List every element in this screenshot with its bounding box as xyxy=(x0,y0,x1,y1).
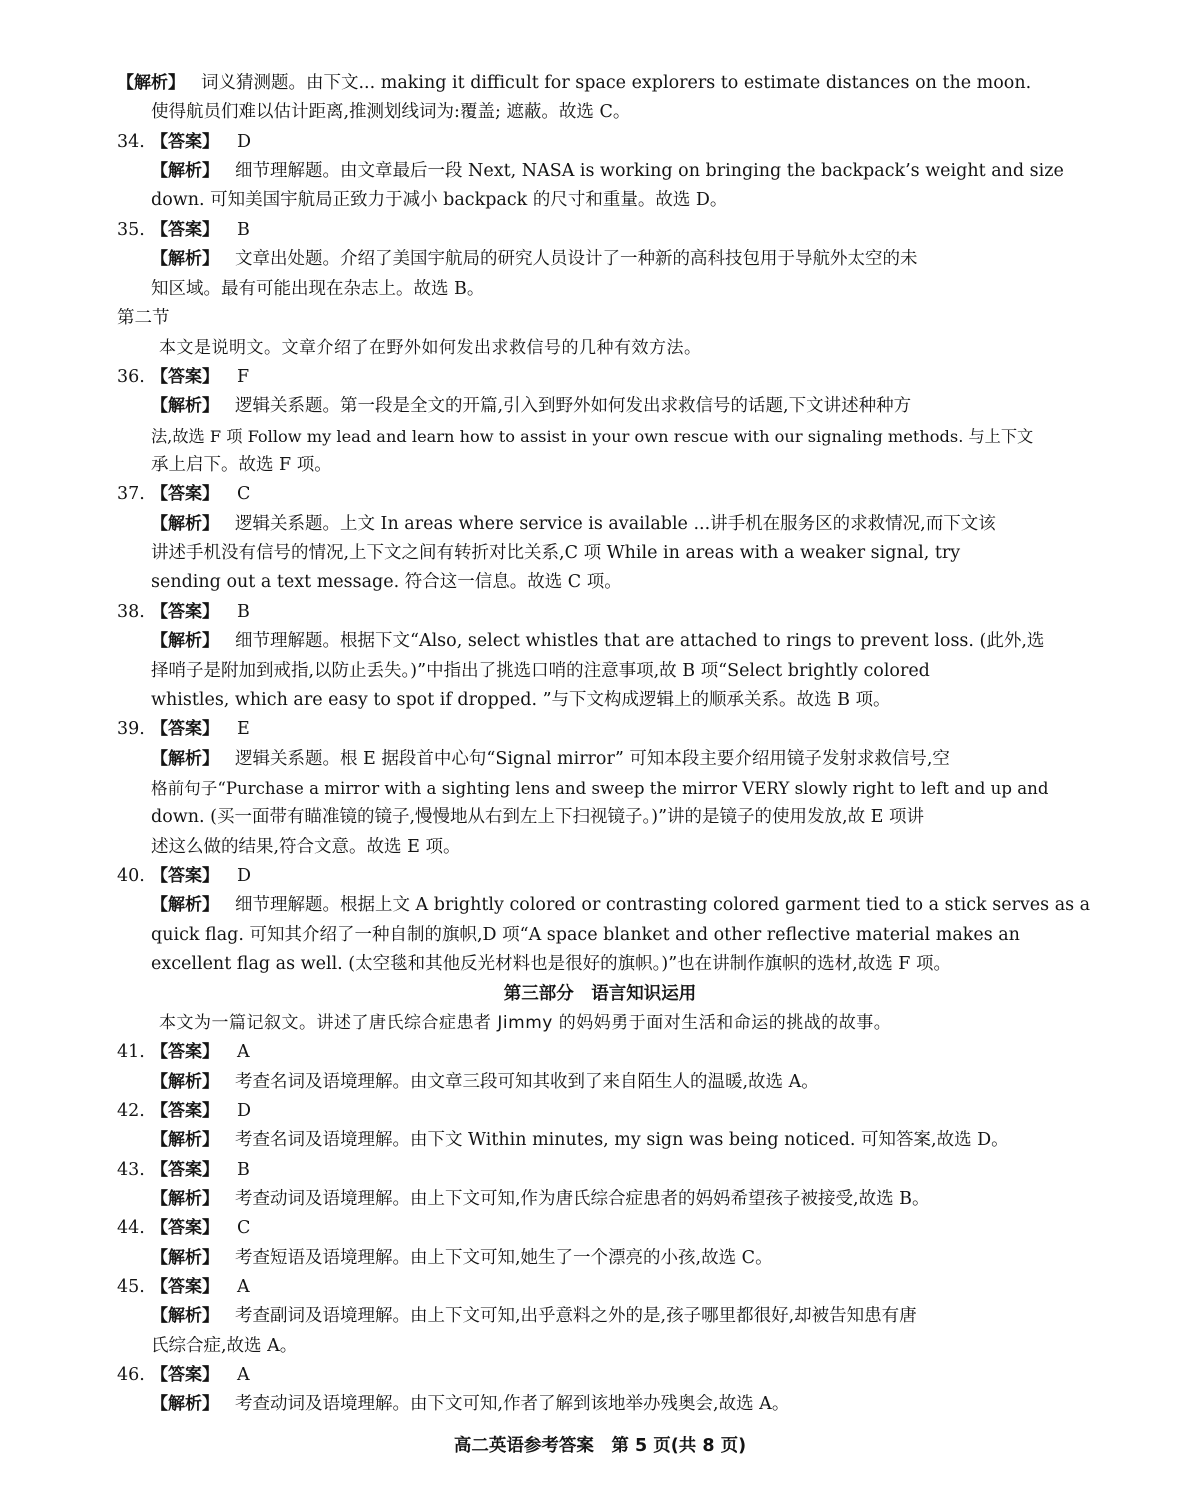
analysis-line xyxy=(117,69,1031,98)
analysis-line xyxy=(151,891,1090,920)
analysis-text: 法,故选 F 项 Follow my lead and learn how to assist in your own rescue with our signaling methods. 与上下文 xyxy=(151,427,1034,446)
question-number: 40. xyxy=(117,866,145,886)
answer-value: C xyxy=(237,1218,251,1238)
analysis-text: 知区域。最有可能出现在杂志上。故选 B。 xyxy=(151,279,485,299)
page-footer: 高二英语参考答案 第 5 页(共 8 页) xyxy=(453,1436,747,1456)
answer-label: 【答案】 xyxy=(151,132,219,152)
analysis-line xyxy=(151,1068,819,1097)
answer-line-38 xyxy=(117,598,250,627)
answer-label: 【答案】 xyxy=(151,1101,219,1121)
analysis-text: 格前句子“Purchase a mirror with a sighting lens and sweep the mirror VERY slowly right to left and up and xyxy=(151,779,1049,798)
analysis-line xyxy=(151,1390,789,1419)
analysis-line xyxy=(151,392,911,421)
answer-line-34 xyxy=(117,128,251,157)
section-heading: 第二节 xyxy=(117,308,170,328)
analysis-text: 考查短语及语境理解。由上下文可知,她生了一个漂亮的小孩,故选 C。 xyxy=(235,1248,773,1268)
answer-line-36 xyxy=(117,363,249,392)
analysis-text: 使得航员们难以估计距离,推测划线词为:覆盖; 遮蔽。故选 C。 xyxy=(151,102,631,122)
analysis-line xyxy=(151,686,891,715)
analysis-line xyxy=(151,774,1048,803)
analysis-label: 【解析】 xyxy=(151,1394,219,1414)
answer-label: 【答案】 xyxy=(151,1218,219,1238)
answer-value: D xyxy=(237,1101,252,1121)
answer-line-39 xyxy=(117,715,250,744)
analysis-text: 考查副词及语境理解。由上下文可知,出乎意料之外的是,孩子哪里都很好,却被告知患有唐 xyxy=(235,1306,917,1326)
analysis-line xyxy=(151,186,727,215)
answer-label: 【答案】 xyxy=(151,1365,219,1385)
analysis-label: 【解析】 xyxy=(151,631,219,651)
answer-label: 【答案】 xyxy=(151,866,219,886)
analysis-line xyxy=(151,1302,917,1331)
answer-value: D xyxy=(237,132,252,152)
analysis-text: 逻辑关系题。第一段是全文的开篇,引入到野外如何发出求救信号的话题,下文讲述种种方 xyxy=(235,396,912,416)
question-number: 36. xyxy=(117,367,145,387)
analysis-line xyxy=(151,275,484,304)
analysis-label: 【解析】 xyxy=(151,1072,219,1092)
analysis-text: 考查动词及语境理解。由下文可知,作者了解到该地举办残奥会,故选 A。 xyxy=(235,1394,790,1414)
analysis-text: excellent flag as well. (太空毯和其他反光材料也是很好的旗帜。)”也在讲制作旗帜的选材,故选 F 项。 xyxy=(151,954,951,974)
section-title: 第三部分 语言知识运用 xyxy=(503,984,697,1004)
analysis-line xyxy=(151,745,950,774)
analysis-line xyxy=(151,921,1020,950)
analysis-line xyxy=(151,422,1033,451)
analysis-label: 【解析】 xyxy=(151,1248,219,1268)
analysis-text: 择哨子是附加到戒指,以防止丢失。)”中指出了挑选口哨的注意事项,故 B 项“Select brightly colored xyxy=(151,661,930,681)
analysis-line xyxy=(151,657,930,686)
answer-value: E xyxy=(237,719,250,739)
analysis-text: sending out a text message. 符合这一信息。故选 C 项。 xyxy=(151,572,622,592)
answer-label: 【答案】 xyxy=(151,602,219,622)
question-number: 37. xyxy=(117,484,145,504)
answer-line-45 xyxy=(117,1273,250,1302)
analysis-line xyxy=(151,1332,297,1361)
section-intro: 本文为一篇记叙文。讲述了唐氏综合症患者 Jimmy 的妈妈勇于面对生活和命运的挑战的故事。 xyxy=(159,1013,892,1033)
answer-label: 【答案】 xyxy=(151,220,219,240)
analysis-text: 述这么做的结果,符合文意。故选 E 项。 xyxy=(151,837,461,857)
analysis-line xyxy=(151,627,1044,656)
analysis-line xyxy=(151,157,1064,186)
analysis-text: 细节理解题。由文章最后一段 Next, NASA is working on bringing the backpack’s weight and size xyxy=(235,161,1064,181)
answer-value: A xyxy=(237,1365,250,1385)
answer-value: A xyxy=(237,1277,250,1297)
analysis-line xyxy=(151,539,960,568)
analysis-line xyxy=(151,1126,1009,1155)
analysis-text: 讲述手机没有信号的情况,上下文之间有转折对比关系,C 项 While in areas with a weaker signal, try xyxy=(151,543,961,563)
answer-value: C xyxy=(237,484,251,504)
analysis-label: 【解析】 xyxy=(151,514,219,534)
analysis-text: 文章出处题。介绍了美国宇航局的研究人员设计了一种新的高科技包用于导航外太空的未 xyxy=(235,249,918,269)
answer-value: B xyxy=(237,220,250,240)
answer-line-43 xyxy=(117,1156,250,1185)
answer-label: 【答案】 xyxy=(151,367,219,387)
answer-label: 【答案】 xyxy=(151,1042,219,1062)
answer-line-37 xyxy=(117,480,250,509)
analysis-text: 逻辑关系题。根 E 据段首中心句“Signal mirror” 可知本段主要介绍用镜子发射求救信号,空 xyxy=(235,749,950,769)
analysis-label: 【解析】 xyxy=(151,161,219,181)
answer-label: 【答案】 xyxy=(151,719,219,739)
answer-line-44 xyxy=(117,1214,250,1243)
analysis-text: 逻辑关系题。上文 In areas where service is available ...讲手机在服务区的求救情况,而下文该 xyxy=(235,514,996,534)
analysis-label: 【解析】 xyxy=(151,895,219,915)
analysis-text: whistles, which are easy to spot if dropped. ”与下文构成逻辑上的顺承关系。故选 B 项。 xyxy=(151,690,891,710)
analysis-line xyxy=(151,568,622,597)
question-number: 42. xyxy=(117,1101,145,1121)
question-number: 34. xyxy=(117,132,145,152)
answer-label: 【答案】 xyxy=(151,1160,219,1180)
analysis-line xyxy=(151,1244,773,1273)
answer-line-46 xyxy=(117,1361,250,1390)
analysis-line xyxy=(151,98,630,127)
question-number: 43. xyxy=(117,1160,145,1180)
question-number: 39. xyxy=(117,719,145,739)
question-number: 45. xyxy=(117,1277,145,1297)
analysis-label: 【解析】 xyxy=(151,749,219,769)
answer-line-41 xyxy=(117,1038,250,1067)
analysis-line xyxy=(151,451,332,480)
analysis-text: 细节理解题。根据下文“Also, select whistles that are attached to rings to prevent loss. (此外,选 xyxy=(235,631,1045,651)
analysis-line xyxy=(151,803,924,832)
analysis-line xyxy=(151,1185,930,1214)
analysis-text: 词义猜测题。由下文... making it difficult for space explorers to estimate distances on the moon. xyxy=(201,73,1032,93)
analysis-text: 考查名词及语境理解。由下文 Within minutes, my sign was being noticed. 可知答案,故选 D。 xyxy=(235,1130,1009,1150)
section-intro: 本文是说明文。文章介绍了在野外如何发出求救信号的几种有效方法。 xyxy=(159,338,702,358)
analysis-line xyxy=(151,833,460,862)
answer-line-40 xyxy=(117,862,251,891)
question-number: 35. xyxy=(117,220,145,240)
analysis-text: 氏综合症,故选 A。 xyxy=(151,1336,298,1356)
analysis-label: 【解析】 xyxy=(151,1130,219,1150)
analysis-text: 考查动词及语境理解。由上下文可知,作为唐氏综合症患者的妈妈希望孩子被接受,故选 B。 xyxy=(235,1189,930,1209)
answer-value: B xyxy=(237,602,250,622)
answer-value: B xyxy=(237,1160,250,1180)
analysis-text: down. 可知美国宇航局正致力于减小 backpack 的尺寸和重量。故选 D。 xyxy=(151,190,728,210)
analysis-label: 【解析】 xyxy=(151,396,219,416)
answer-line-35 xyxy=(117,216,250,245)
analysis-line xyxy=(151,510,996,539)
answer-label: 【答案】 xyxy=(151,1277,219,1297)
answer-value: F xyxy=(237,367,250,387)
analysis-line xyxy=(151,950,951,979)
answer-line-42 xyxy=(117,1097,251,1126)
analysis-label: 【解析】 xyxy=(151,249,219,269)
answer-label: 【答案】 xyxy=(151,484,219,504)
analysis-label: 【解析】 xyxy=(117,73,185,93)
analysis-text: 细节理解题。根据上文 A brightly colored or contrasting colored garment tied to a stick serves as a xyxy=(235,895,1091,915)
analysis-line xyxy=(151,245,918,274)
analysis-label: 【解析】 xyxy=(151,1189,219,1209)
question-number: 38. xyxy=(117,602,145,622)
analysis-label: 【解析】 xyxy=(151,1306,219,1326)
answer-value: D xyxy=(237,866,252,886)
question-number: 46. xyxy=(117,1365,145,1385)
analysis-text: 承上启下。故选 F 项。 xyxy=(151,455,332,475)
question-number: 41. xyxy=(117,1042,145,1062)
question-number: 44. xyxy=(117,1218,145,1238)
analysis-text: quick flag. 可知其介绍了一种自制的旗帜,D 项“A space blanket and other reflective material makes an xyxy=(151,925,1020,945)
analysis-text: down. (买一面带有瞄准镜的镜子,慢慢地从右到左上下扫视镜子。)”讲的是镜子的使用发放,故 E 项讲 xyxy=(151,807,924,827)
analysis-text: 考查名词及语境理解。由文章三段可知其收到了来自陌生人的温暖,故选 A。 xyxy=(235,1072,819,1092)
answer-value: A xyxy=(237,1042,250,1062)
